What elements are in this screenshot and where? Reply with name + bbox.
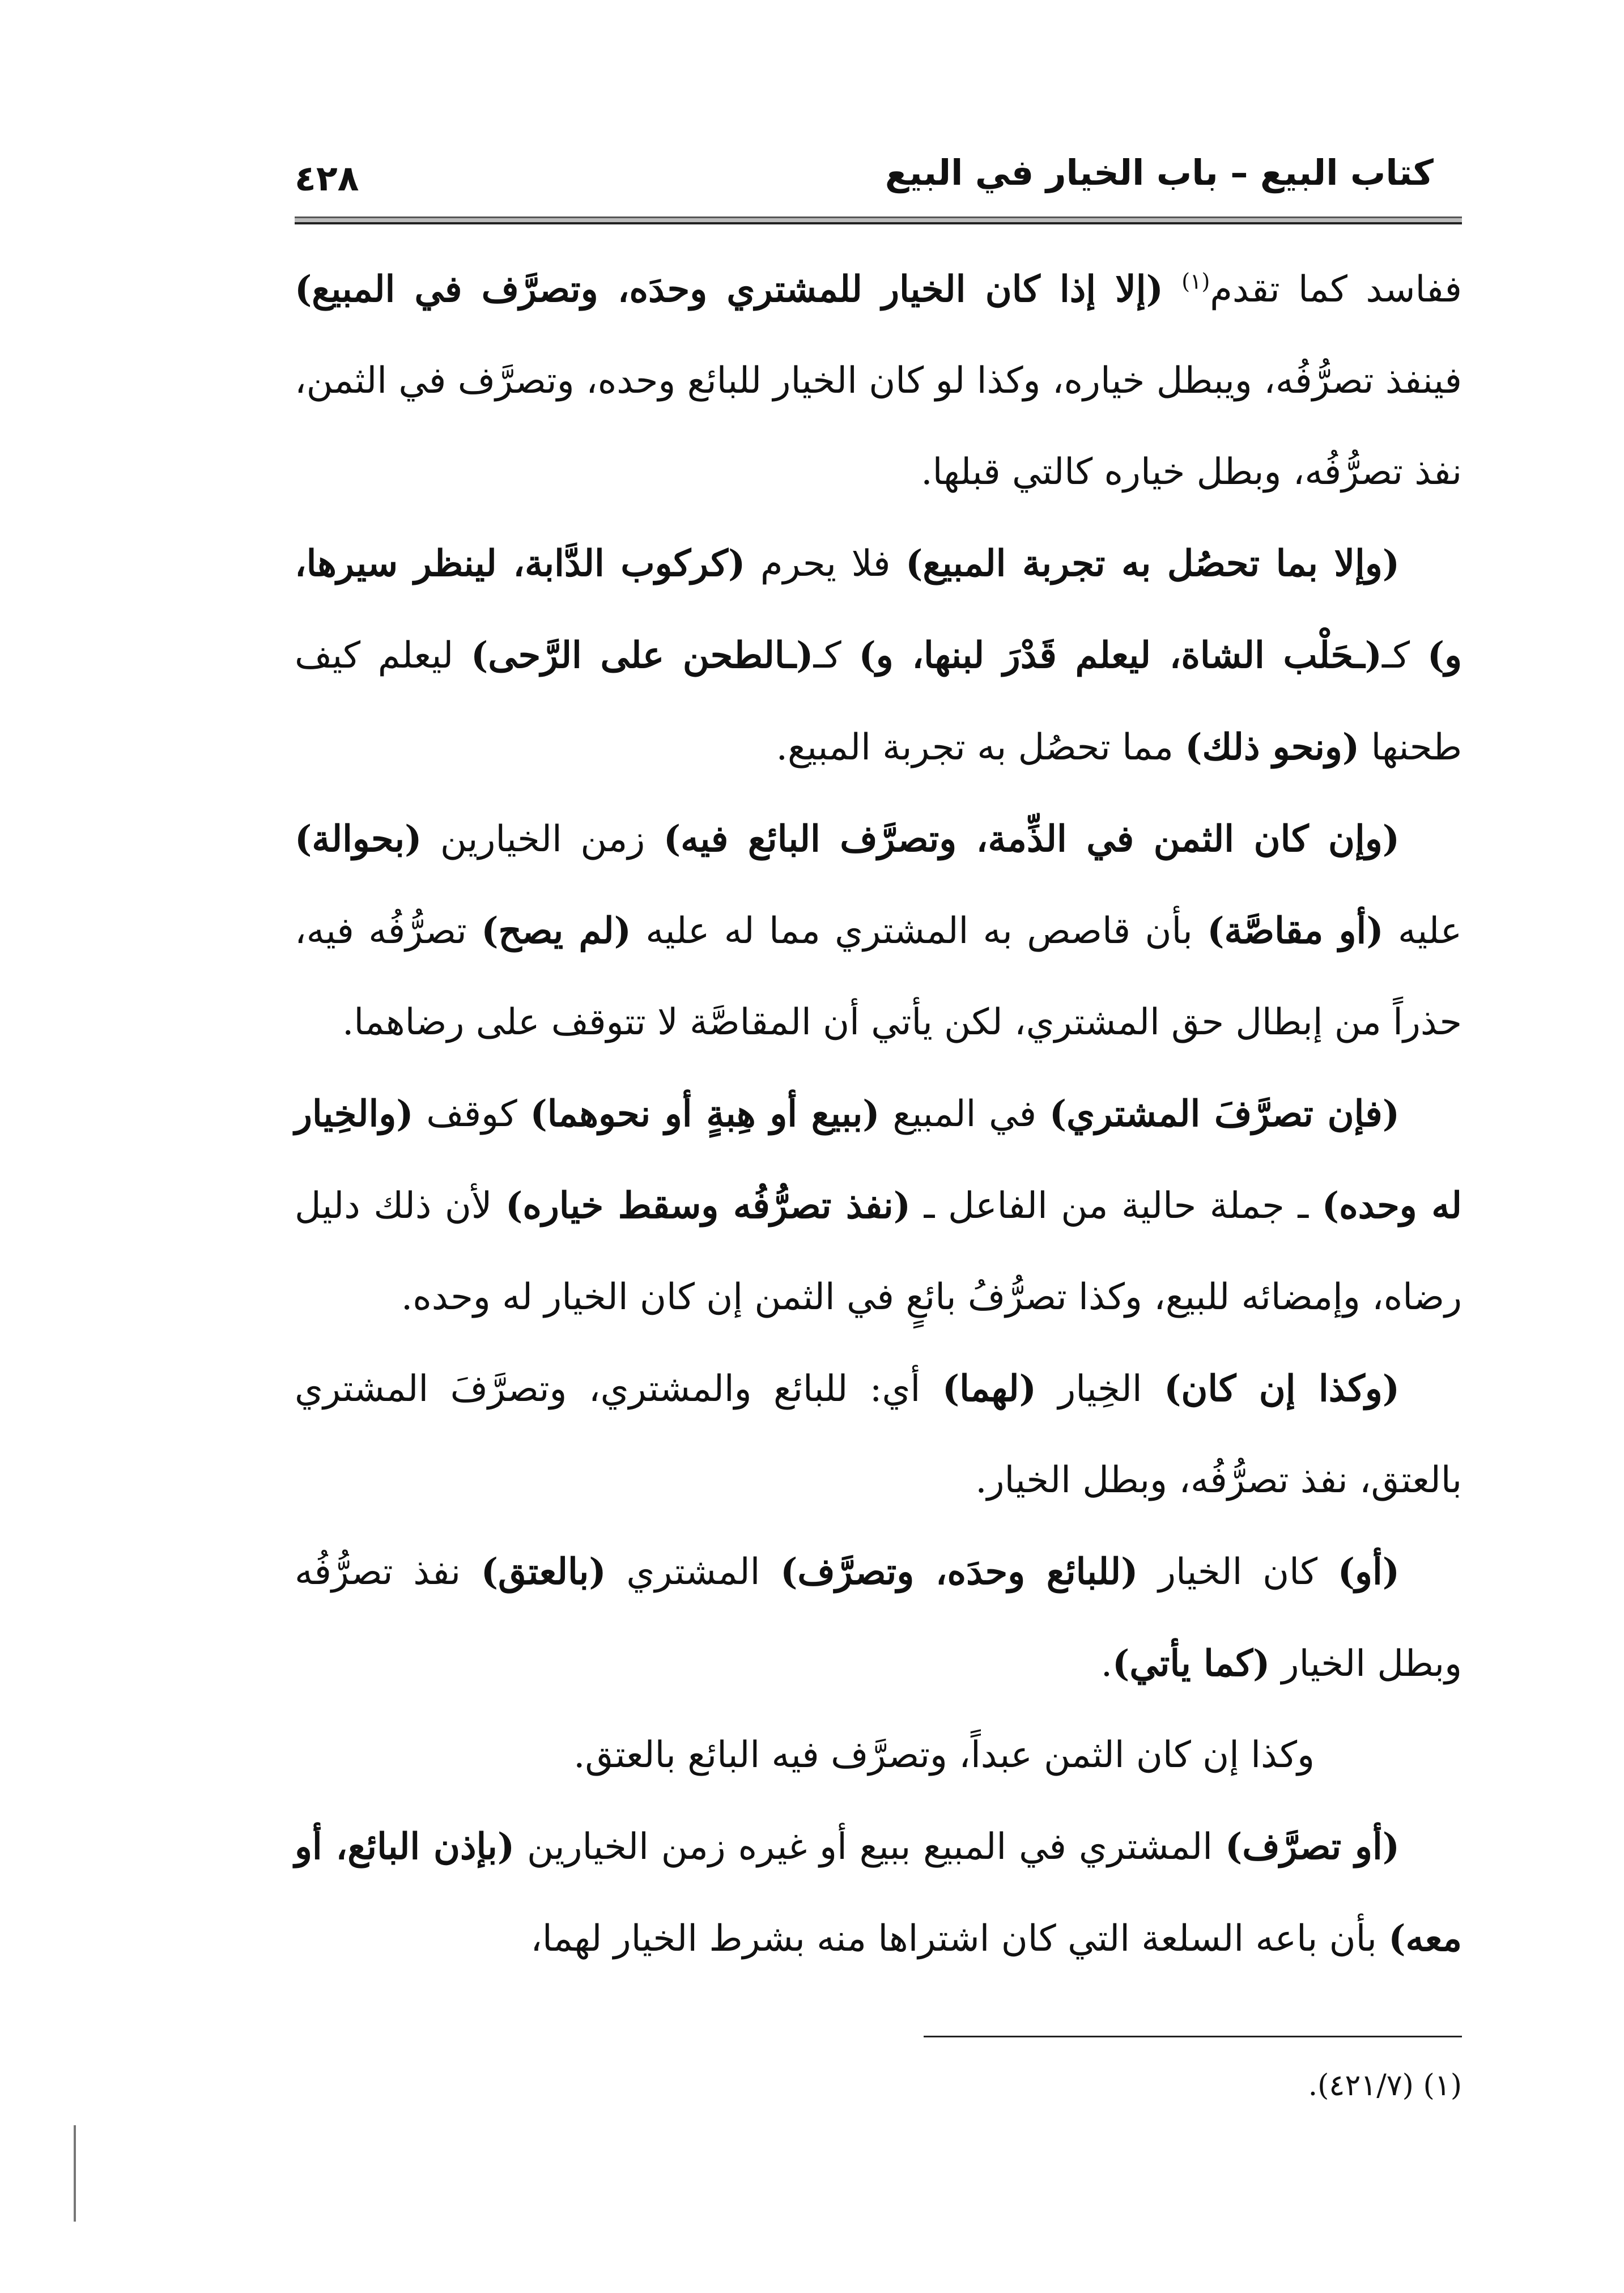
matn-text: (إلا إذا كان الخيار للمشتري وحدَه، وتصرَّف في المبيع) <box>295 268 1163 311</box>
sharh-text: ـ جملة حالية من الفاعل ـ <box>911 1185 1322 1227</box>
matn-text: (لم يصح) <box>481 910 631 952</box>
sharh-text: تصرُّفُه فيه، حذراً من إبطال حق المشتري، لكن يأتي أن المقاصَّة لا تتوقف على رضاهما. <box>295 910 1462 1043</box>
sharh-text: . <box>1100 1643 1113 1685</box>
running-header <box>295 145 1462 213</box>
matn-text: (وإلا بما تحصُل به تجربة المبيع) <box>905 542 1400 585</box>
paragraph <box>295 793 1462 1068</box>
sharh-text: كـ <box>1381 635 1427 677</box>
chapter-title: كتاب البيع – باب الخيار في البيع <box>885 152 1434 193</box>
sharh-text: كان الخيار <box>1138 1551 1338 1593</box>
paragraph <box>295 244 1462 518</box>
matn-text: (ـحَلْب الشاة، ليعلم قَدْرَ لبنها، و) <box>858 634 1382 677</box>
matn-text: (وإن كان الثمن في الذِّمة، وتصرَّف البائع فيه) <box>663 818 1400 860</box>
matn-text: (لهما) <box>942 1368 1036 1410</box>
sharh-text: زمن الخيارين <box>422 818 664 860</box>
sharh-text: المشتري <box>606 1551 781 1593</box>
footnote-separator <box>924 2036 1462 2037</box>
sharh-text: بأن باعه السلعة التي كان اشتراها منه بشرط الخيار لهما، <box>530 1918 1389 1960</box>
sharh-text: لأن ذلك دليل رضاه، وإمضائه للبيع، وكذا تصرُّفُ بائعٍ في الثمن إن كان الخيار له وحده. <box>295 1185 1462 1318</box>
paragraph <box>295 1526 1462 1710</box>
matn-text: (أو) <box>1337 1551 1400 1593</box>
matn-text: (والخِيار له وحده) <box>295 1093 1463 1227</box>
footnote-marker: (١) <box>1181 269 1210 294</box>
sharh-text: نفذ تصرُّفُه وبطل الخيار <box>295 1551 1462 1685</box>
sharh-text <box>1163 269 1181 311</box>
sharh-text: الخِيار <box>1036 1368 1164 1410</box>
matn-text: (بإذن البائع، أو معه) <box>295 1825 1462 1960</box>
matn-text: (كركوب الدَّابة، لينظر سيرها، و) <box>295 542 1463 677</box>
matn-text: (أو تصرَّف) <box>1225 1825 1400 1868</box>
paragraph <box>295 1801 1462 1985</box>
matn-text: (بحوالة) <box>295 818 422 860</box>
sharh-text: أي: للبائع والمشتري، وتصرَّفَ المشتري بالعتق، نفذ تصرُّفُه، وبطل الخيار. <box>295 1368 1462 1501</box>
paragraph <box>295 1068 1462 1343</box>
matn-text: (أو مقاصَّة) <box>1207 910 1384 952</box>
paragraph <box>295 1710 1462 1801</box>
matn-text: (بالعتق) <box>481 1551 606 1593</box>
page-number <box>295 150 1462 207</box>
sharh-text: ليعلم كيف طحنها <box>295 635 1462 768</box>
sharh-text: عليه <box>1383 910 1463 952</box>
sharh-text: مما تحصُل به تجربة المبيع. <box>776 727 1185 768</box>
sharh-text: كـ <box>813 635 859 677</box>
page-number-text: ٤٢٨ <box>295 158 359 199</box>
paragraph <box>295 1343 1462 1526</box>
paragraph <box>295 518 1462 793</box>
matn-text: (ـالطحن على الرَّحى) <box>471 634 814 677</box>
sharh-text: وكذا إن كان الثمن عبداً، وتصرَّف فيه البائع بالعتق. <box>573 1734 1315 1776</box>
sharh-text: فلا يحرم <box>745 543 906 585</box>
matn-text: (فإن تصرَّفَ المشتري) <box>1049 1093 1400 1135</box>
body-text <box>295 244 1462 1985</box>
matn-text: (للبائع وحدَه، وتصرَّف) <box>780 1551 1138 1593</box>
matn-text: (كما يأتي) <box>1112 1642 1270 1685</box>
sharh-text: بأن قاصص به المشتري مما له عليه <box>631 910 1208 952</box>
matn-text: (نفذ تصرُّفُه وسقط خياره) <box>505 1184 911 1227</box>
matn-text: (ببيع أو هِبةٍ أو نحوهما) <box>530 1093 880 1135</box>
sharh-text: فينفذ تصرُّفُه، ويبطل خياره، وكذا لو كان الخيار للبائع وحده، وتصرَّف في الثمن، نفذ تصرُّفُه، وبطل خياره كالتي قبلها. <box>295 360 1462 493</box>
sharh-text: في المبيع <box>879 1093 1049 1135</box>
sharh-text: كوقف <box>413 1093 530 1135</box>
binding-mark <box>74 2125 76 2222</box>
matn-text: (وكذا إن كان) <box>1164 1368 1400 1410</box>
footnote: (١) (٤٢١/٧). <box>1308 2069 1462 2103</box>
header-rule <box>295 216 1462 224</box>
matn-text: (ونحو ذلك) <box>1185 726 1360 768</box>
sharh-text: المشتري في المبيع ببيع أو غيره زمن الخيارين <box>515 1826 1225 1868</box>
sharh-text: ففاسد كما تقدم <box>1210 269 1463 311</box>
